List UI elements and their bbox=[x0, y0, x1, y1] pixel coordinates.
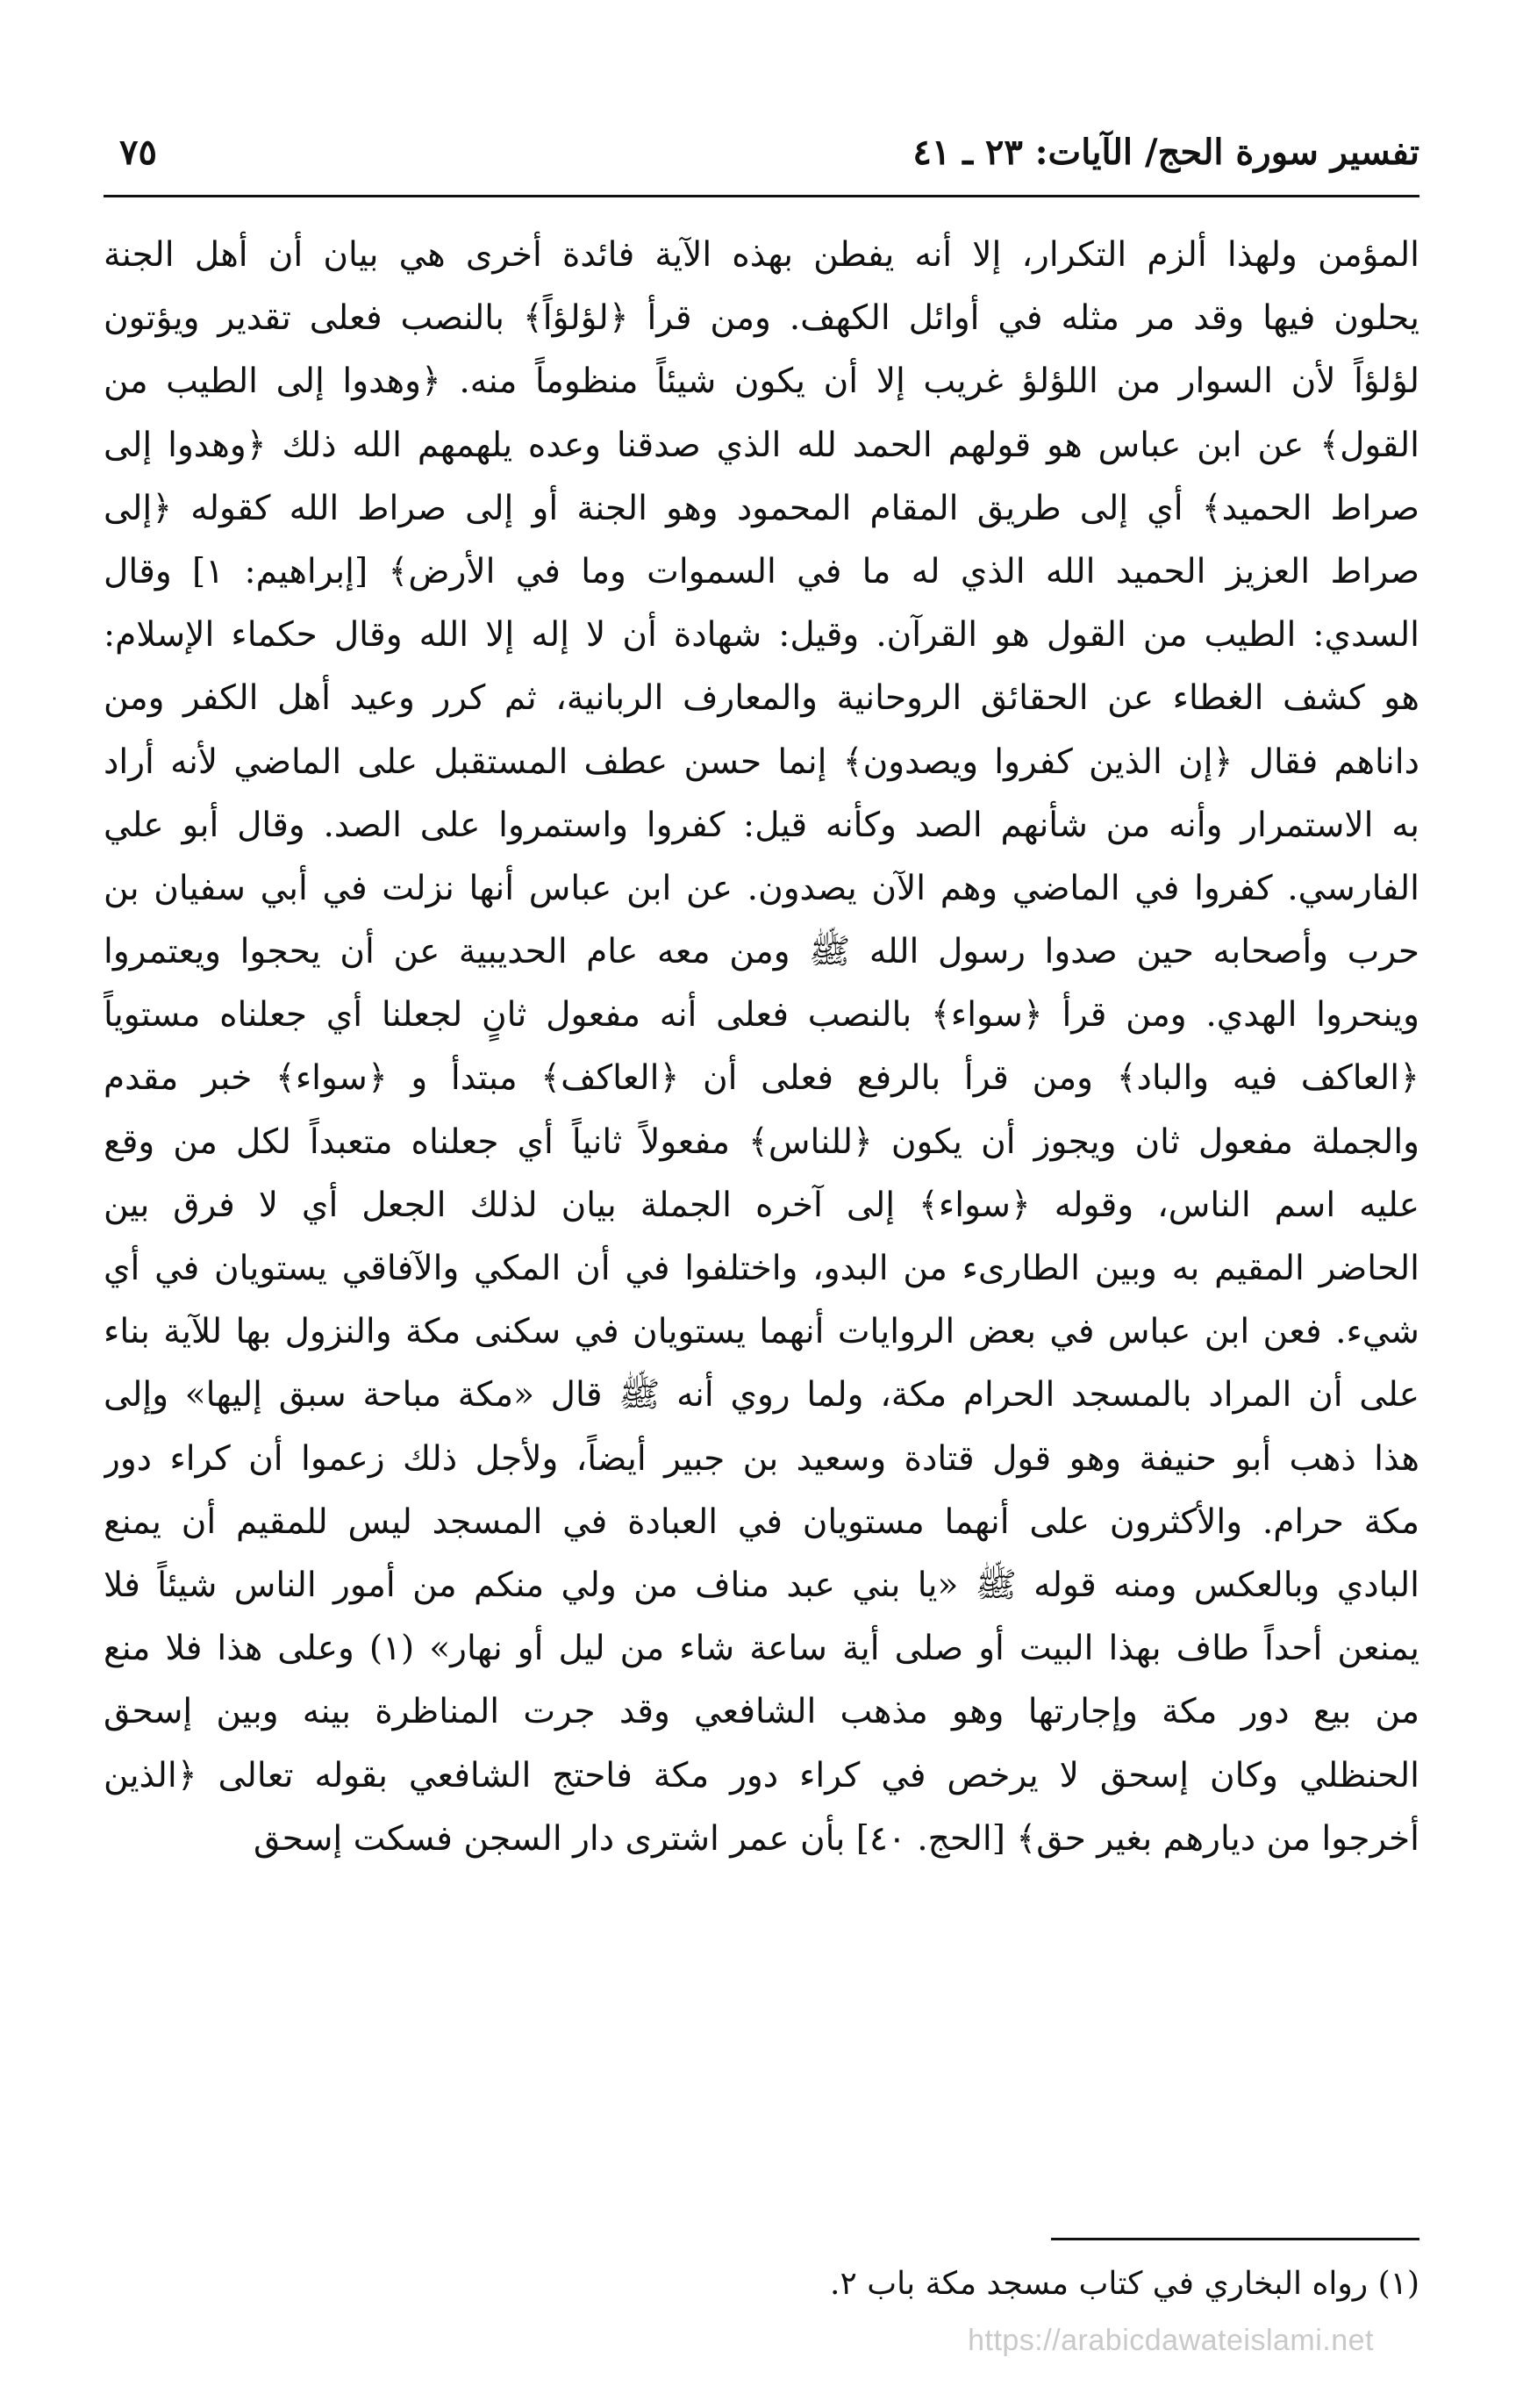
text-line: السدي: الطيب من القول هو القرآن. وقيل: شهادة أن لا إله إلا الله وقال حكماء الإسلام: bbox=[104, 615, 1419, 656]
text-line: الفارسي. كفروا في الماضي وهم الآن يصدون. عن ابن عباس أنها نزلت في أبي سفيان بن bbox=[104, 868, 1419, 908]
text-line: أخرجوا من ديارهم بغير حق﴾ [الحج. ٤٠] بأن عمر اشترى دار السجن فسكت إسحق bbox=[254, 1818, 1419, 1859]
text-line: المؤمن ولهذا ألزم التكرار، إلا أنه يفطن بهذه الآية فائدة أخرى هي بيان أن أهل الجنة bbox=[104, 235, 1419, 275]
text-line: شيء. فعن ابن عباس في بعض الروايات أنهما يستويان في سكنى مكة والنزول بها للآية بناء bbox=[104, 1312, 1419, 1352]
header-rule bbox=[104, 195, 1419, 197]
text-line: عليه اسم الناس، وقوله ﴿سواء﴾ إلى آخره الجملة بيان لذلك الجعل أي لا فرق بين bbox=[104, 1185, 1419, 1225]
footnote-rule bbox=[1051, 2238, 1419, 2240]
text-line: البادي وبالعكس ومنه قوله ﷺ «يا بني عبد مناف من ولي منكم من أمور الناس شيئاً فلا bbox=[104, 1565, 1419, 1605]
text-line: به الاستمرار وأنه من شأنهم الصد وكأنه قيل: كفروا واستمروا على الصد. وقال أبو علي bbox=[104, 805, 1419, 845]
footnote: (١) رواه البخاري في كتاب مسجد مكة باب ٢. bbox=[830, 2266, 1419, 2302]
text-line: على أن المراد بالمسجد الحرام مكة، ولما روي أنه ﷺ قال «مكة مباحة سبق إليها» وإلى bbox=[104, 1375, 1419, 1415]
text-line: صراط العزيز الحميد الله الذي له ما في السموات وما في الأرض﴾ [إبراهيم: ١] وقال bbox=[104, 551, 1419, 591]
text-line: يحلون فيها وقد مر مثله في أوائل الكهف. ومن قرأ ﴿لؤلؤاً﴾ بالنصب فعلى تقدير ويؤتون bbox=[104, 298, 1419, 339]
text-line: من بيع دور مكة وإجارتها وهو مذهب الشافعي وقد جرت المناظرة بينه وبين إسحق bbox=[104, 1692, 1419, 1732]
watermark-url: https://arabicdawateislami.net bbox=[968, 2324, 1374, 2357]
text-line: ﴿العاكف فيه والباد﴾ ومن قرأ بالرفع فعلى أن ﴿العاكف﴾ مبتدأ و ﴿سواء﴾ خبر مقدم bbox=[104, 1058, 1419, 1099]
text-line: هو كشف الغطاء عن الحقائق الروحانية والمعارف الربانية، ثم كرر وعيد أهل الكفر ومن bbox=[104, 678, 1419, 719]
text-line: الحنظلي وكان إسحق لا يرخص في كراء دور مكة فاحتج الشافعي بقوله تعالى ﴿الذين bbox=[104, 1755, 1419, 1795]
running-header bbox=[104, 132, 1419, 193]
running-title: تفسير سورة الحج/ الآيات: ٢٣ ـ ٤١ bbox=[912, 132, 1419, 173]
page-number: ٧٥ bbox=[119, 132, 157, 173]
text-line: داناهم فقال ﴿إن الذين كفروا ويصدون﴾ إنما حسن عطف المستقبل على الماضي لأنه أراد bbox=[104, 742, 1419, 782]
text-line: يمنعن أحداً طاف بهذا البيت أو صلى أية ساعة شاء من ليل أو نهار» (١) وعلى هذا فلا منع bbox=[104, 1629, 1419, 1669]
text-line: هذا ذهب أبو حنيفة وهو قول قتادة وسعيد بن جبير أيضاً، ولأجل ذلك زعموا أن كراء دور bbox=[104, 1438, 1419, 1479]
body-text bbox=[104, 224, 1419, 1871]
text-line: والجملة مفعول ثان ويجوز أن يكون ﴿للناس﴾ مفعولاً ثانياً أي جعلناه متعبداً لكل من وقع bbox=[104, 1122, 1419, 1162]
text-line: الحاضر المقيم به وبين الطارىء من البدو، واختلفوا في أن المكي والآفاقي يستويان في أي bbox=[104, 1249, 1419, 1288]
text-line: صراط الحميد﴾ أي إلى طريق المقام المحمود وهو الجنة أو إلى صراط الله كقوله ﴿إلى bbox=[104, 488, 1419, 528]
text-line: حرب وأصحابه حين صدوا رسول الله ﷺ ومن معه عام الحديبية عن أن يحجوا ويعتمروا bbox=[104, 932, 1419, 972]
text-line: لؤلؤاً لأن السوار من اللؤلؤ غريب إلا أن يكون شيئاً منظوماً منه. ﴿وهدوا إلى الطيب من bbox=[104, 362, 1419, 402]
text-line: وينحروا الهدي. ومن قرأ ﴿سواء﴾ بالنصب فعلى أنه مفعول ثانٍ لجعلنا أي جعلناه مستوياً bbox=[104, 995, 1419, 1036]
text-line: القول﴾ عن ابن عباس هو قولهم الحمد لله الذي صدقنا وعده يلهمهم الله ذلك ﴿وهدوا إلى bbox=[104, 425, 1419, 465]
text-line: مكة حرام. والأكثرون على أنهما مستويان في العبادة في المسجد ليس للمقيم أن يمنع bbox=[104, 1501, 1419, 1542]
